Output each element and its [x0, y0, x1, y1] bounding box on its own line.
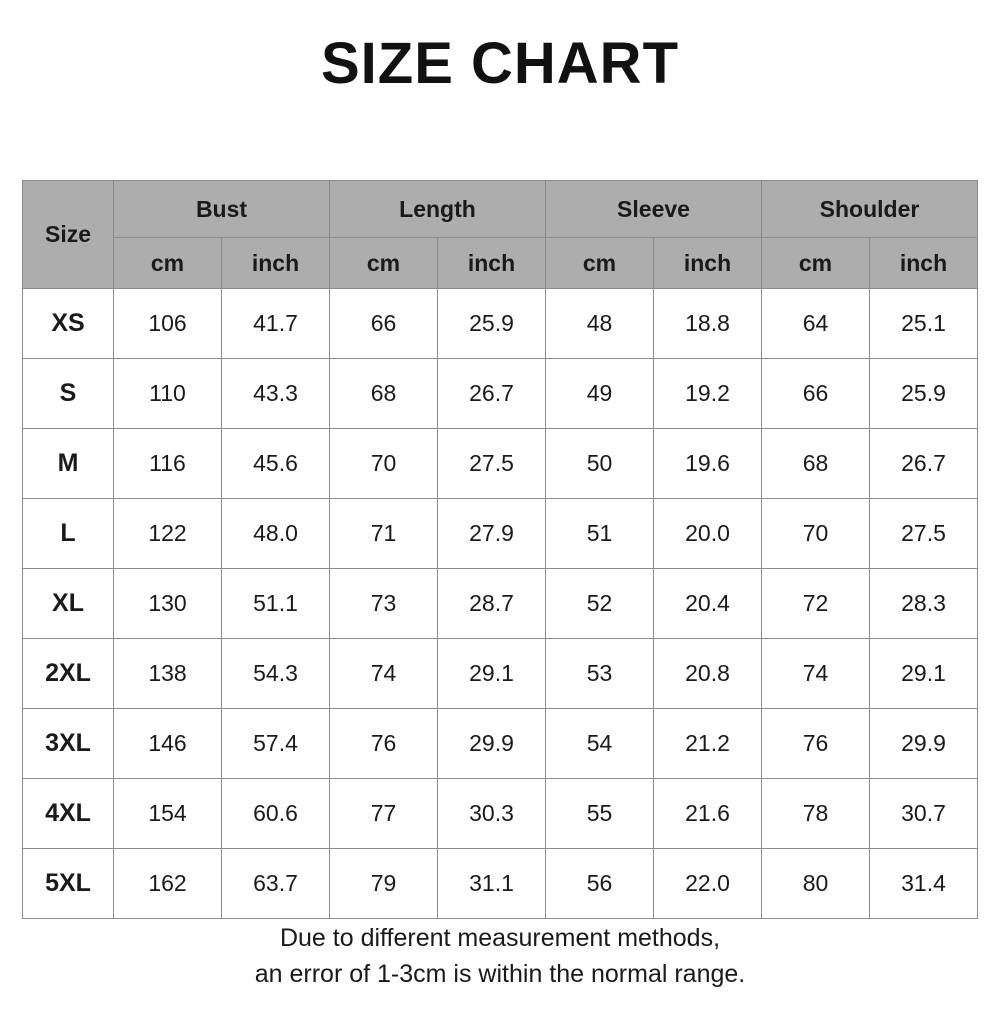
- cell-bust-cm: 106: [114, 289, 222, 359]
- size-chart-page: [0, 32, 1000, 1032]
- size-label: L: [23, 499, 114, 569]
- cell-bust-inch: 60.6: [222, 779, 330, 849]
- cell-shoulder-inch: 31.4: [870, 849, 978, 919]
- cell-shoulder-inch: 29.1: [870, 639, 978, 709]
- size-label: 4XL: [23, 779, 114, 849]
- cell-length-inch: 29.1: [438, 639, 546, 709]
- unit-header-sleeve-cm: cm: [546, 238, 654, 289]
- cell-length-inch: 30.3: [438, 779, 546, 849]
- column-header-bust: Bust: [114, 181, 330, 238]
- column-header-size: Size: [23, 181, 114, 289]
- cell-shoulder-cm: 68: [762, 429, 870, 499]
- unit-header-shoulder-inch: inch: [870, 238, 978, 289]
- cell-sleeve-cm: 51: [546, 499, 654, 569]
- size-label: 5XL: [23, 849, 114, 919]
- cell-length-inch: 25.9: [438, 289, 546, 359]
- table-row: [23, 639, 978, 709]
- cell-length-inch: 28.7: [438, 569, 546, 639]
- cell-shoulder-cm: 76: [762, 709, 870, 779]
- cell-sleeve-cm: 55: [546, 779, 654, 849]
- unit-header-sleeve-inch: inch: [654, 238, 762, 289]
- size-label: 2XL: [23, 639, 114, 709]
- cell-length-inch: 29.9: [438, 709, 546, 779]
- table-row: [23, 359, 978, 429]
- size-label: XL: [23, 569, 114, 639]
- cell-length-cm: 73: [330, 569, 438, 639]
- cell-sleeve-inch: 20.8: [654, 639, 762, 709]
- size-chart-table: [22, 180, 978, 919]
- cell-sleeve-inch: 18.8: [654, 289, 762, 359]
- cell-bust-cm: 154: [114, 779, 222, 849]
- cell-bust-cm: 122: [114, 499, 222, 569]
- cell-bust-cm: 116: [114, 429, 222, 499]
- cell-shoulder-inch: 26.7: [870, 429, 978, 499]
- cell-sleeve-cm: 48: [546, 289, 654, 359]
- cell-length-cm: 66: [330, 289, 438, 359]
- cell-sleeve-cm: 50: [546, 429, 654, 499]
- cell-shoulder-cm: 70: [762, 499, 870, 569]
- cell-sleeve-inch: 21.2: [654, 709, 762, 779]
- cell-bust-inch: 63.7: [222, 849, 330, 919]
- measurement-note: [0, 920, 1000, 993]
- unit-header-length-cm: cm: [330, 238, 438, 289]
- table-header-row-units: [23, 238, 978, 289]
- unit-header-bust-inch: inch: [222, 238, 330, 289]
- cell-bust-cm: 110: [114, 359, 222, 429]
- cell-bust-inch: 45.6: [222, 429, 330, 499]
- table-row: [23, 499, 978, 569]
- table-row: [23, 779, 978, 849]
- cell-sleeve-cm: 49: [546, 359, 654, 429]
- cell-bust-inch: 48.0: [222, 499, 330, 569]
- table-row: [23, 289, 978, 359]
- cell-bust-cm: 162: [114, 849, 222, 919]
- unit-header-length-inch: inch: [438, 238, 546, 289]
- cell-sleeve-inch: 22.0: [654, 849, 762, 919]
- size-label: 3XL: [23, 709, 114, 779]
- cell-shoulder-cm: 78: [762, 779, 870, 849]
- cell-sleeve-inch: 19.2: [654, 359, 762, 429]
- cell-bust-cm: 138: [114, 639, 222, 709]
- size-label: S: [23, 359, 114, 429]
- cell-length-cm: 77: [330, 779, 438, 849]
- column-header-length: Length: [330, 181, 546, 238]
- cell-length-cm: 70: [330, 429, 438, 499]
- cell-shoulder-cm: 74: [762, 639, 870, 709]
- cell-length-cm: 68: [330, 359, 438, 429]
- cell-length-cm: 74: [330, 639, 438, 709]
- cell-shoulder-cm: 66: [762, 359, 870, 429]
- cell-shoulder-inch: 30.7: [870, 779, 978, 849]
- cell-bust-inch: 43.3: [222, 359, 330, 429]
- cell-sleeve-cm: 54: [546, 709, 654, 779]
- table-header: [23, 181, 978, 289]
- cell-sleeve-inch: 20.0: [654, 499, 762, 569]
- cell-shoulder-inch: 29.9: [870, 709, 978, 779]
- size-chart-table-container: [22, 180, 978, 919]
- page-title: SIZE CHART: [321, 31, 679, 96]
- cell-bust-inch: 51.1: [222, 569, 330, 639]
- cell-shoulder-cm: 64: [762, 289, 870, 359]
- cell-length-cm: 76: [330, 709, 438, 779]
- cell-bust-cm: 146: [114, 709, 222, 779]
- measurement-note-line-1: Due to different measurement methods,: [279, 924, 721, 952]
- cell-bust-cm: 130: [114, 569, 222, 639]
- size-label: XS: [23, 289, 114, 359]
- cell-length-cm: 79: [330, 849, 438, 919]
- cell-shoulder-cm: 80: [762, 849, 870, 919]
- cell-length-inch: 27.5: [438, 429, 546, 499]
- table-row: [23, 429, 978, 499]
- table-body: [23, 289, 978, 919]
- cell-sleeve-inch: 19.6: [654, 429, 762, 499]
- unit-header-shoulder-cm: cm: [762, 238, 870, 289]
- cell-shoulder-inch: 25.9: [870, 359, 978, 429]
- table-row: [23, 569, 978, 639]
- measurement-note-line-2: an error of 1-3cm is within the normal range.: [254, 960, 746, 989]
- table-header-row-groups: [23, 181, 978, 238]
- cell-shoulder-cm: 72: [762, 569, 870, 639]
- table-row: [23, 849, 978, 919]
- size-label: M: [23, 429, 114, 499]
- cell-shoulder-inch: 28.3: [870, 569, 978, 639]
- cell-length-cm: 71: [330, 499, 438, 569]
- cell-sleeve-cm: 56: [546, 849, 654, 919]
- column-header-sleeve: Sleeve: [546, 181, 762, 238]
- cell-sleeve-inch: 20.4: [654, 569, 762, 639]
- unit-header-bust-cm: cm: [114, 238, 222, 289]
- cell-sleeve-inch: 21.6: [654, 779, 762, 849]
- cell-length-inch: 26.7: [438, 359, 546, 429]
- cell-shoulder-inch: 25.1: [870, 289, 978, 359]
- cell-bust-inch: 57.4: [222, 709, 330, 779]
- cell-length-inch: 31.1: [438, 849, 546, 919]
- cell-length-inch: 27.9: [438, 499, 546, 569]
- cell-bust-inch: 54.3: [222, 639, 330, 709]
- column-header-shoulder: Shoulder: [762, 181, 978, 238]
- cell-bust-inch: 41.7: [222, 289, 330, 359]
- cell-shoulder-inch: 27.5: [870, 499, 978, 569]
- cell-sleeve-cm: 53: [546, 639, 654, 709]
- cell-sleeve-cm: 52: [546, 569, 654, 639]
- table-row: [23, 709, 978, 779]
